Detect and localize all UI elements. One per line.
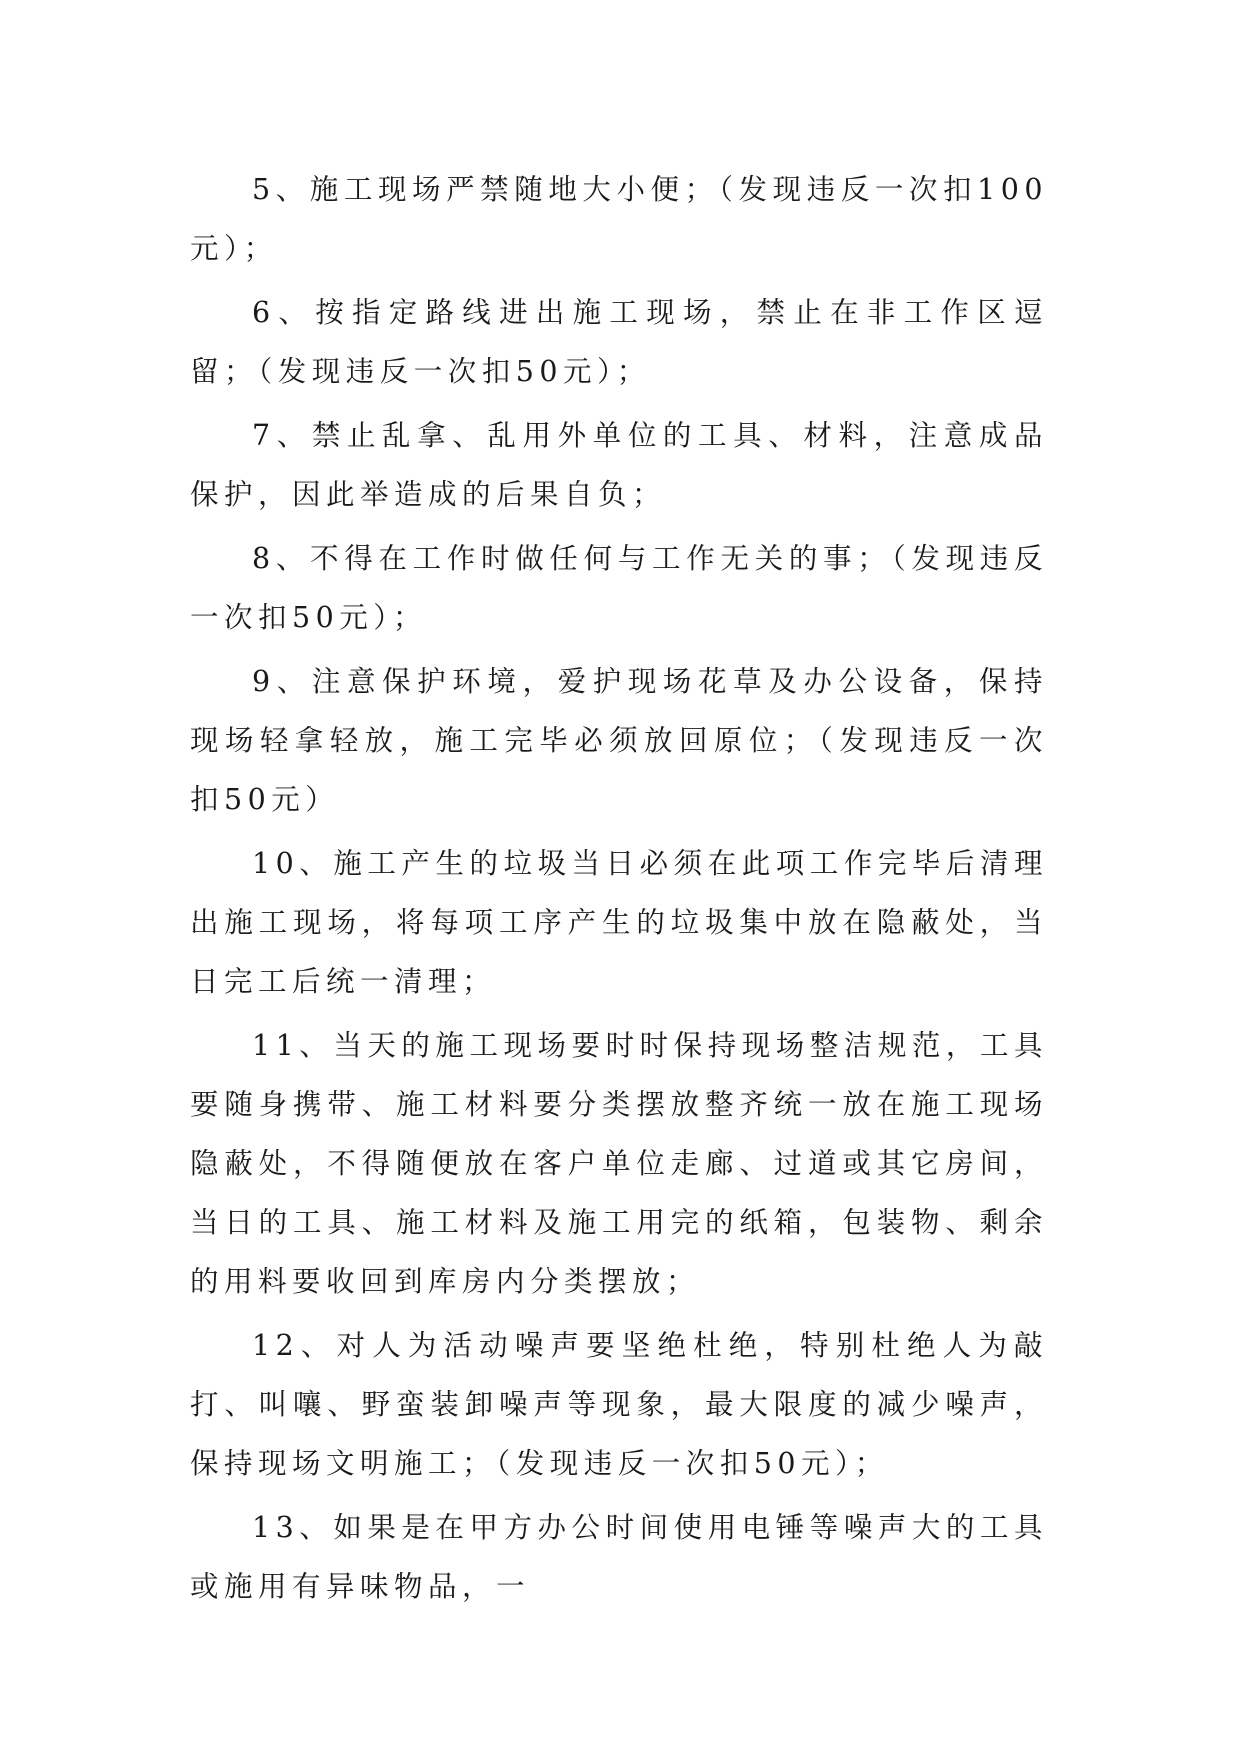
document-body	[190, 160, 1048, 1621]
rule-paragraph-10: 10、施工产生的垃圾当日必须在此项工作完毕后清理出施工现场，将每项工序产生的垃圾集中放在隐蔽处，当日完工后统一清理；	[190, 847, 1048, 998]
rule-paragraph-8: 8、不得在工作时做任何与工作无关的事；（发现违反一次扣50元）；	[190, 542, 1048, 634]
rule-paragraph-9: 9、注意保护环境，爱护现场花草及办公设备，保持现场轻拿轻放，施工完毕必须放回原位；（发现违反一次扣50元）	[190, 665, 1048, 816]
rule-paragraph-12: 12、对人为活动噪声要坚绝杜绝，特别杜绝人为敲打、叫嚷、野蛮装卸噪声等现象，最大限度的减少噪声，保持现场文明施工；（发现违反一次扣50元）；	[190, 1329, 1048, 1480]
rule-paragraph-7: 7、禁止乱拿、乱用外单位的工具、材料，注意成品保护，因此举造成的后果自负；	[190, 419, 1048, 511]
rule-paragraph-11: 11、当天的施工现场要时时保持现场整洁规范，工具要随身携带、施工材料要分类摆放整齐统一放在施工现场隐蔽处，不得随便放在客户单位走廊、过道或其它房间，当日的工具、施工材料及施工用完的纸箱，包装物、剩余的用料要收回到库房内分类摆放；	[190, 1029, 1048, 1298]
rule-paragraph-6: 6、按指定路线进出施工现场，禁止在非工作区逗留；（发现违反一次扣50元）；	[190, 296, 1048, 388]
rule-paragraph-5: 5、施工现场严禁随地大小便；（发现违反一次扣100元）；	[190, 173, 1048, 265]
rule-paragraph-13: 13、如果是在甲方办公时间使用电锤等噪声大的工具或施用有异味物品，一	[190, 1511, 1048, 1603]
